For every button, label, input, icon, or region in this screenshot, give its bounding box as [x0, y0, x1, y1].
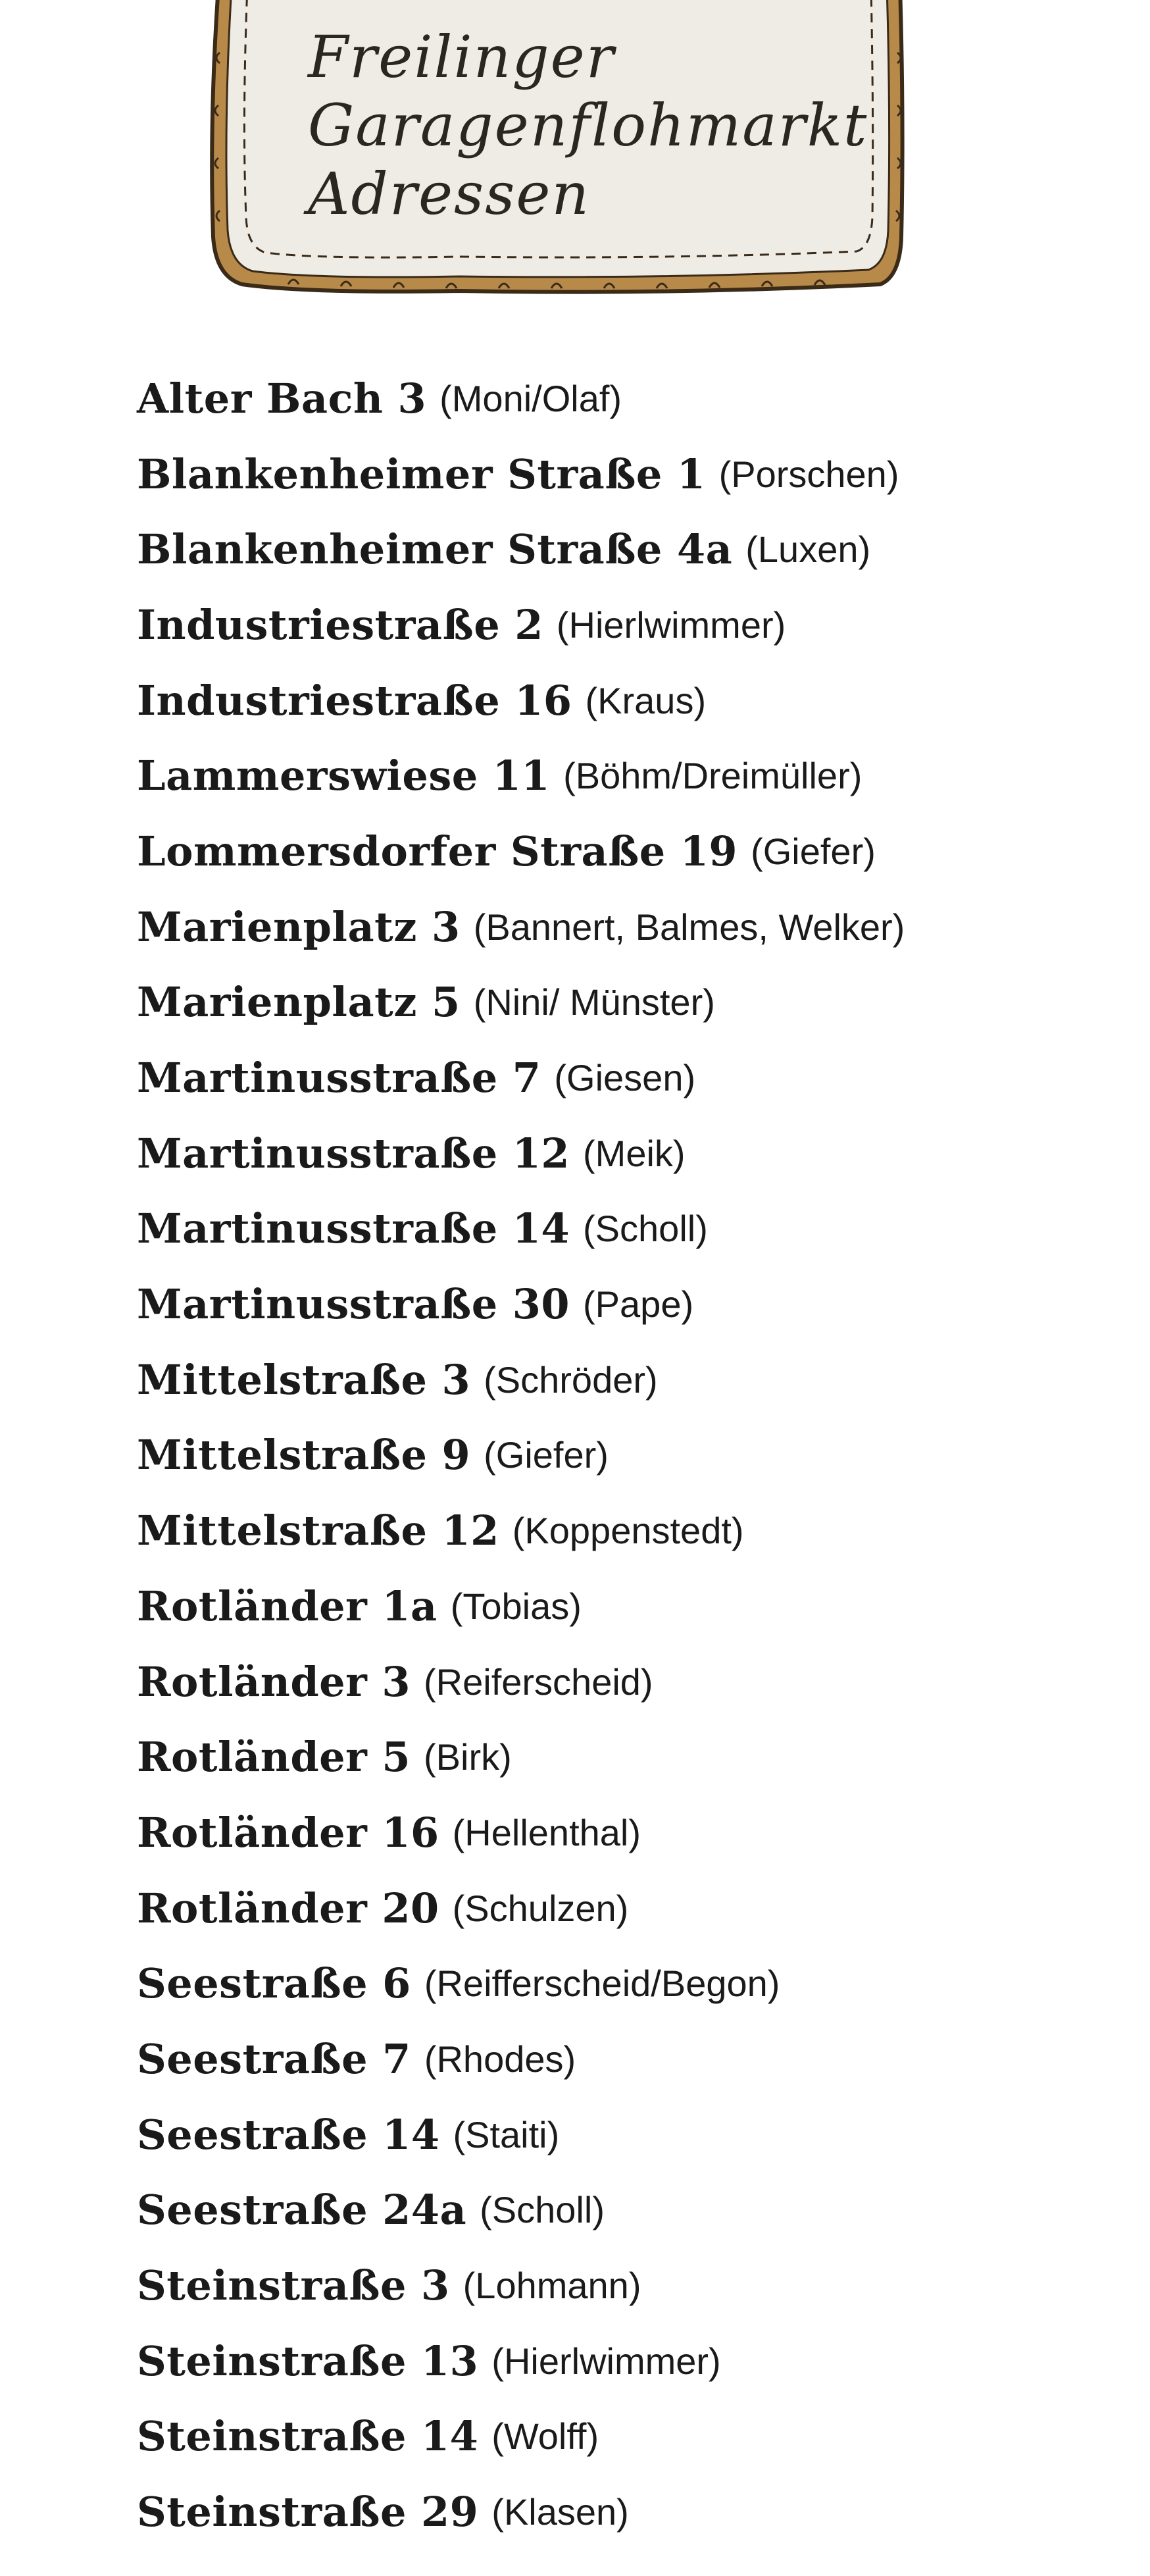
resident-names: (Scholl)	[480, 2189, 605, 2231]
resident-names: (Reifferscheid/Begon)	[424, 1963, 780, 2005]
street-address: Rotländer 16	[137, 1808, 439, 1857]
street-address: Blankenheimer Straße 1	[137, 450, 706, 498]
resident-names: (Meik)	[583, 1132, 686, 1174]
list-item	[137, 1568, 1111, 1644]
street-address: Martinusstraße 7	[137, 1054, 541, 1102]
street-address: Lammerswiese 11	[137, 752, 551, 800]
list-item	[137, 1040, 1111, 1116]
list-item	[137, 2323, 1111, 2399]
title-line-2: Garagenflohmarkt	[308, 91, 868, 159]
page-title	[308, 23, 887, 228]
street-address: Seestraße 24a	[137, 2186, 467, 2234]
street-address: Industriestraße 2	[137, 600, 543, 649]
resident-names: (Rhodes)	[424, 2038, 576, 2080]
list-item	[137, 511, 1111, 587]
resident-names: (Schulzen)	[452, 1887, 629, 1929]
list-item	[137, 2097, 1111, 2173]
street-address: Rotländer 20	[137, 1884, 439, 1932]
resident-names: (Hierlwimmer)	[556, 604, 786, 646]
street-address: Rotländer 1a	[137, 1582, 438, 1630]
resident-names: (Porschen)	[718, 453, 899, 495]
street-address: Martinusstraße 30	[137, 1280, 570, 1329]
street-address: Blankenheimer Straße 4a	[137, 525, 733, 574]
resident-names: (Giesen)	[554, 1057, 696, 1099]
street-address: Lommersdorfer Straße 19	[137, 827, 738, 875]
resident-names: (Kraus)	[585, 679, 707, 721]
resident-names: (Giefer)	[484, 1434, 609, 1476]
list-item	[137, 889, 1111, 965]
list-item	[137, 1418, 1111, 1493]
street-address: Marienplatz 5	[137, 978, 461, 1027]
list-item	[137, 2248, 1111, 2323]
list-item	[137, 1342, 1111, 1418]
resident-names: (Moni/Olaf)	[439, 377, 622, 419]
list-item	[137, 2021, 1111, 2097]
resident-names: (Luxen)	[745, 528, 871, 571]
list-item	[137, 1870, 1111, 1946]
resident-names: (Staiti)	[453, 2113, 560, 2155]
street-address: Alter Bach 3	[137, 374, 427, 423]
resident-names: (Bannert, Balmes, Welker)	[473, 906, 905, 948]
list-item	[137, 663, 1111, 738]
resident-names: (Hellenthal)	[452, 1811, 641, 1853]
street-address: Steinstraße 14	[137, 2412, 479, 2461]
street-address: Rotländer 3	[137, 1657, 411, 1706]
street-address: Marienplatz 3	[137, 902, 461, 951]
address-list	[137, 361, 1111, 2550]
street-address: Martinusstraße 12	[137, 1129, 570, 1177]
list-item	[137, 1644, 1111, 1720]
resident-names: (Schröder)	[484, 1358, 658, 1401]
resident-names: (Reiferscheid)	[424, 1661, 653, 1703]
resident-names: (Hierlwimmer)	[491, 2340, 721, 2382]
list-item	[137, 1191, 1111, 1267]
street-address: Mittelstraße 3	[137, 1355, 471, 1404]
resident-names: (Tobias)	[450, 1585, 582, 1627]
header-card	[209, 0, 913, 306]
resident-names: (Klasen)	[491, 2491, 629, 2533]
resident-names: (Birk)	[424, 1736, 512, 1778]
resident-names: (Koppenstedt)	[512, 1510, 744, 1552]
resident-names: (Wolff)	[491, 2415, 599, 2458]
list-item	[137, 1795, 1111, 1870]
list-item	[137, 813, 1111, 889]
resident-names: (Lohmann)	[463, 2265, 641, 2307]
list-item	[137, 1266, 1111, 1342]
list-item	[137, 2399, 1111, 2475]
street-address: Steinstraße 3	[137, 2261, 450, 2310]
resident-names: (Böhm/Dreimüller)	[563, 755, 863, 797]
resident-names: (Pape)	[583, 1283, 694, 1326]
list-item	[137, 1719, 1111, 1795]
street-address: Seestraße 14	[137, 2110, 440, 2159]
title-line-3: Adressen	[308, 160, 591, 228]
list-item	[137, 2474, 1111, 2550]
list-item	[137, 1493, 1111, 1568]
list-item	[137, 361, 1111, 436]
list-item	[137, 436, 1111, 512]
street-address: Rotländer 5	[137, 1733, 411, 1782]
title-line-1: Freilinger	[308, 23, 615, 91]
list-item	[137, 1945, 1111, 2021]
street-address: Steinstraße 29	[137, 2488, 479, 2537]
street-address: Seestraße 7	[137, 2034, 411, 2083]
list-item	[137, 587, 1111, 663]
list-item	[137, 738, 1111, 813]
list-item	[137, 1116, 1111, 1191]
street-address: Industriestraße 16	[137, 676, 572, 725]
resident-names: (Giefer)	[751, 830, 876, 872]
street-address: Martinusstraße 14	[137, 1204, 570, 1253]
street-address: Seestraße 6	[137, 1959, 411, 2008]
list-item	[137, 965, 1111, 1041]
resident-names: (Scholl)	[583, 1208, 708, 1250]
list-item	[137, 2173, 1111, 2248]
resident-names: (Nini/ Münster)	[473, 981, 715, 1023]
street-address: Mittelstraße 12	[137, 1507, 499, 1555]
street-address: Steinstraße 13	[137, 2336, 479, 2385]
street-address: Mittelstraße 9	[137, 1431, 471, 1480]
